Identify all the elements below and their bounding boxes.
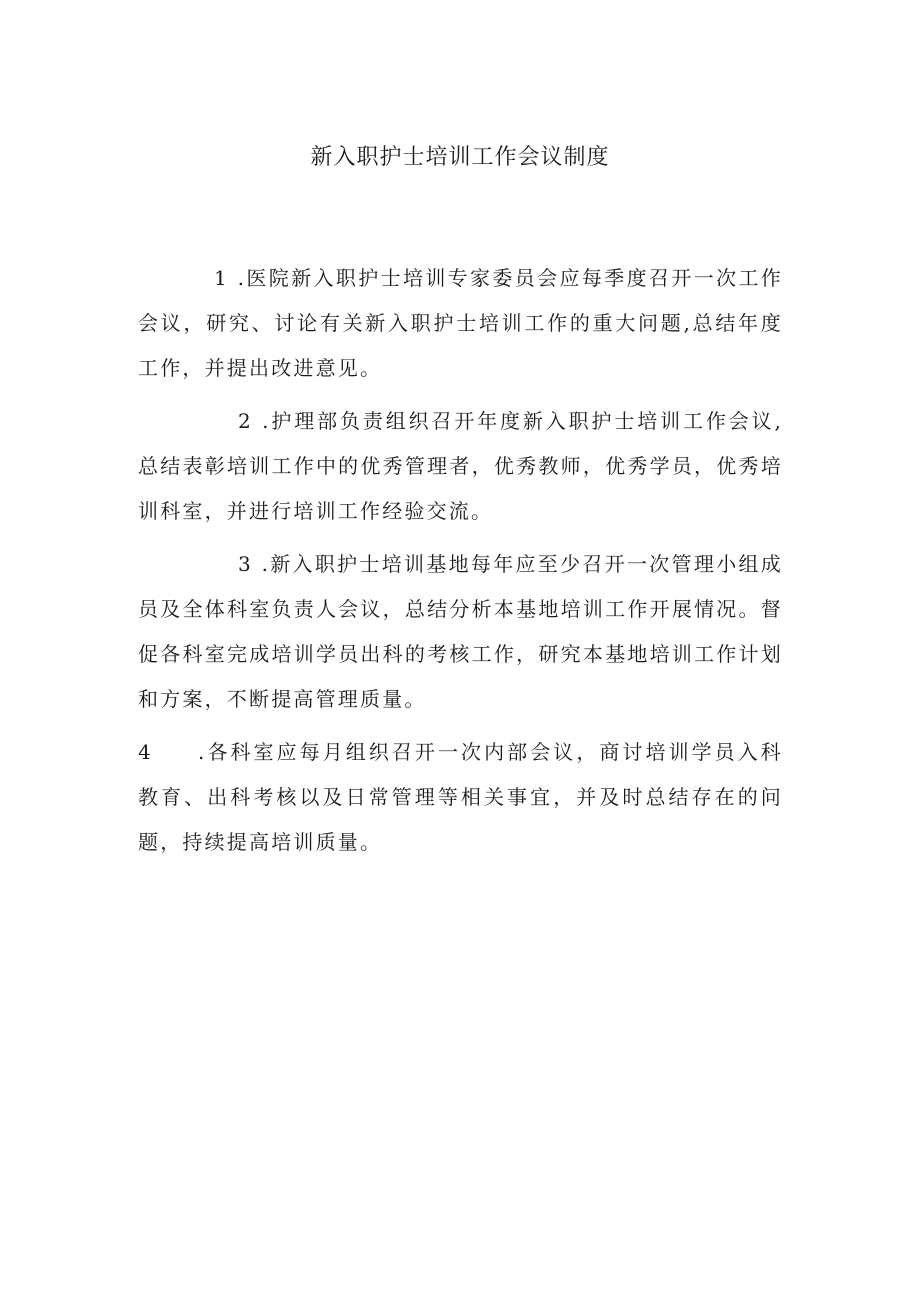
paragraph-2: [138, 399, 783, 534]
paragraph-1: [138, 256, 783, 391]
paragraph-1-number: 1: [214, 266, 229, 290]
paragraph-4: [138, 730, 783, 865]
paragraph-3: [138, 542, 783, 722]
paragraph-2-text: .护理部负责组织召开年度新入职护士培训工作会议,总结表彰培训工作中的优秀管理者，优秀教师，优秀学员，优秀培训科室，并进行培训工作经验交流。: [138, 409, 784, 523]
paragraph-3-text: .新入职护士培训基地每年应至少召开一次管理小组成员及全体科室负责人会议，总结分析本基地培训工作开展情况。督促各科室完成培训学员出科的考核工作，研究本基地培训工作计划和方案，不断提高管理质量。: [138, 552, 783, 711]
paragraph-1-text: .医院新入职护士培训专家委员会应每季度召开一次工作会议，研究、讨论有关新入职护士培训工作的重大问题,总结年度工作，并提出改进意见。: [138, 266, 784, 380]
paragraph-4-number: 4: [138, 740, 153, 764]
paragraph-2-number: 2: [238, 409, 253, 433]
paragraph-4-text: .各科室应每月组织召开一次内部会议，商讨培训学员入科教育、出科考核以及日常管理等相关事宜，并及时总结存在的问题，持续提高培训质量。: [138, 740, 783, 854]
document-body: [138, 256, 783, 873]
paragraph-3-number: 3: [238, 552, 253, 576]
document-title: 新入职护士培训工作会议制度: [310, 145, 610, 170]
